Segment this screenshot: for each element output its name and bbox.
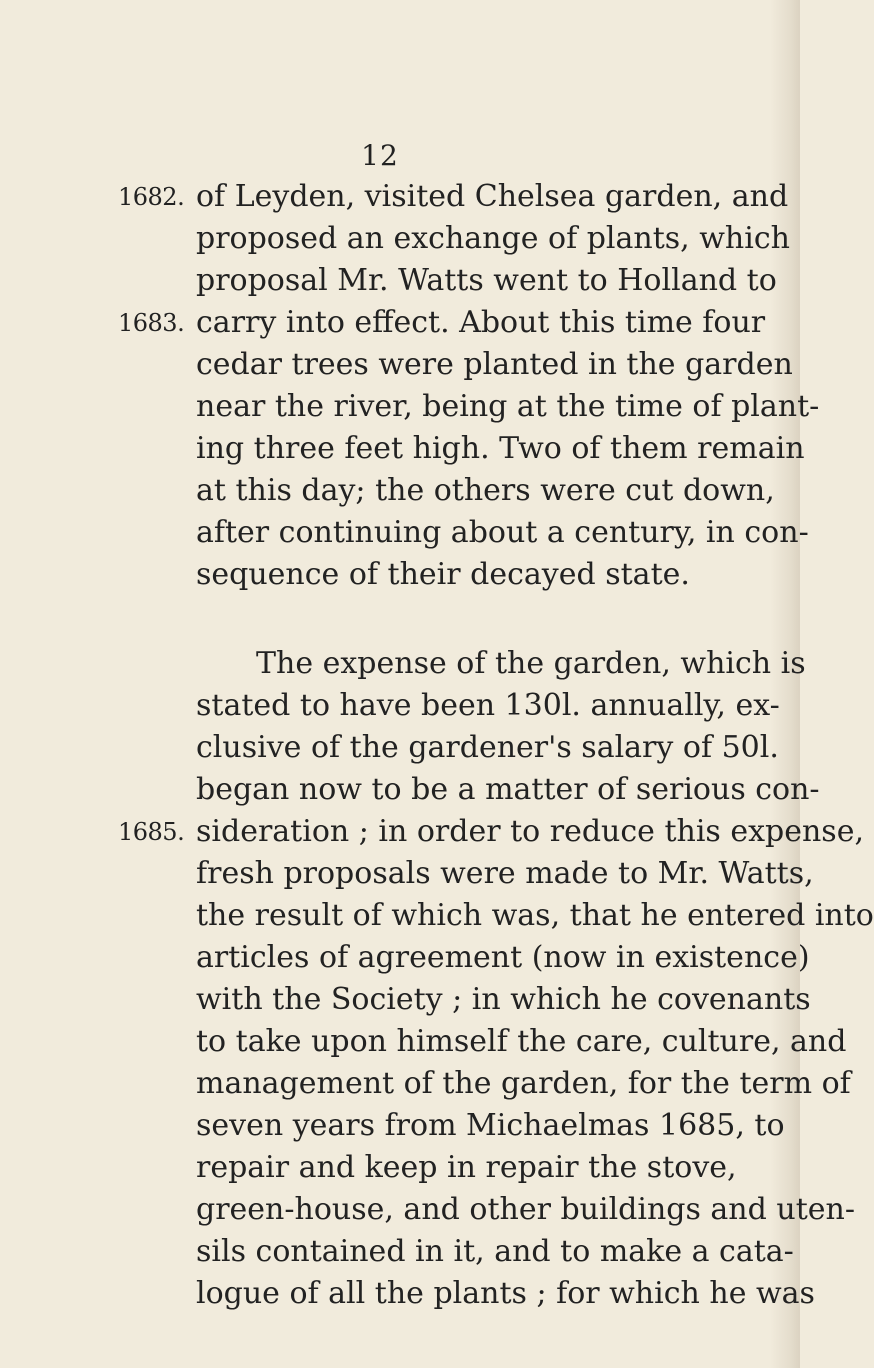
line-text: The expense of the garden, which is <box>256 646 806 681</box>
line-text: after continuing about a century, in con- <box>196 515 809 550</box>
line-text: at this day; the others were cut down, <box>196 473 775 508</box>
line-text: cedar trees were planted in the garden <box>196 347 793 382</box>
line-text: sequence of their decayed state. <box>196 557 690 592</box>
line-text: proposed an exchange of plants, which <box>196 221 790 256</box>
margin-year-1682: 1682. <box>118 183 185 211</box>
line-text: articles of agreement (now in existence) <box>196 940 810 975</box>
line-text: sils contained in it, and to make a cata- <box>196 1234 794 1269</box>
line-text: near the river, being at the time of plant- <box>196 389 820 424</box>
line-text: proposal Mr. Watts went to Holland to <box>196 263 777 298</box>
line-text: the result of which was, that he entered into <box>196 898 874 933</box>
line-text: sideration ; in order to reduce this expense, <box>196 814 864 849</box>
line-text: clusive of the gardener's salary of 50l. <box>196 730 779 765</box>
line-text: to take upon himself the care, culture, and <box>196 1024 847 1059</box>
line-text: logue of all the plants ; for which he was <box>196 1276 815 1311</box>
line-text: of Leyden, visited Chelsea garden, and <box>196 179 789 214</box>
page-number: 12 <box>361 139 399 172</box>
line-text: fresh proposals were made to Mr. Watts, <box>196 856 814 891</box>
line-text: with the Society ; in which he covenants <box>196 982 811 1017</box>
line-text: seven years from Michaelmas 1685, to <box>196 1108 785 1143</box>
line-text: management of the garden, for the term of <box>196 1066 851 1101</box>
line-text: repair and keep in repair the stove, <box>196 1150 737 1185</box>
line-text: carry into effect. About this time four <box>196 305 766 340</box>
margin-year-1685: 1685. <box>118 818 185 846</box>
line-text: green-house, and other buildings and uten- <box>196 1192 855 1227</box>
line-text: ing three feet high. Two of them remain <box>196 431 805 466</box>
line-text: began now to be a matter of serious con- <box>196 772 820 807</box>
margin-year-1683: 1683. <box>118 309 185 337</box>
line-text: stated to have been 130l. annually, ex- <box>196 688 780 723</box>
